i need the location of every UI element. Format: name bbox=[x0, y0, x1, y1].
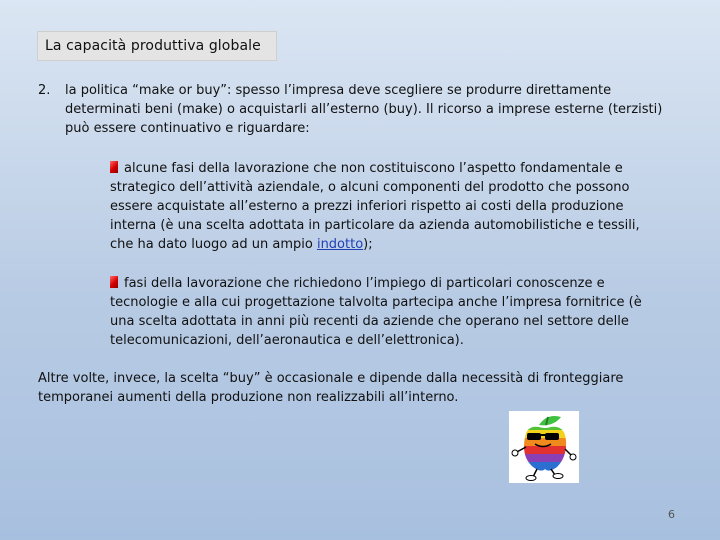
walking-apple-with-sunglasses-icon bbox=[509, 411, 579, 483]
point-number: 2. bbox=[38, 83, 51, 98]
bullet-1-text: alcune fasi della lavorazione che non costituiscono l’aspetto fondamentale e strategico dell’attività aziendale, o alcuni componenti del prodotto che possono essere acquistate all’esterno a prezzi inferiori rispetto ai costi della produzione interna (è una scelta adottata in particolare da azienda automobilistiche e tessili, che ha dato luogo ad un ampio bbox=[110, 161, 640, 252]
closing-paragraph: Altre volte, invece, la scelta “buy” è occasionale e dipende dalla necessità di fronteggiare temporanei aumenti della produzione non realizzabili all’interno. bbox=[38, 371, 624, 405]
slide-title-box bbox=[37, 31, 277, 61]
bullet-item-2 bbox=[110, 274, 650, 350]
bullet-square-icon bbox=[110, 161, 118, 173]
bullet-square-icon bbox=[110, 276, 118, 288]
bullet-1-text-end: ); bbox=[363, 237, 373, 252]
point-text: la politica “make or buy”: spesso l’impresa deve scegliere se produrre direttamente determinati beni (make) o acquistarli all’esterno (buy). Il ricorso a imprese esterne (terzisti) può essere continuativo e riguardare: bbox=[65, 83, 663, 136]
page-number: 6 bbox=[668, 508, 675, 521]
indotto-link[interactable]: indotto bbox=[316, 237, 364, 252]
bullet-2-text: fasi della lavorazione che richiedono l’impiego di particolari conoscenze e tecnologie e alla cui progettazione talvolta partecipa anche l’impresa fornitrice (è una scelta adottata in anni più recenti da aziende che operano nel settore delle telecomunicazioni, dell’aeronautica e dell’elettronica). bbox=[110, 276, 642, 348]
numbered-point bbox=[38, 81, 678, 138]
slide-title: La capacità produttiva globale bbox=[45, 38, 261, 54]
bullet-item-1 bbox=[110, 159, 650, 254]
